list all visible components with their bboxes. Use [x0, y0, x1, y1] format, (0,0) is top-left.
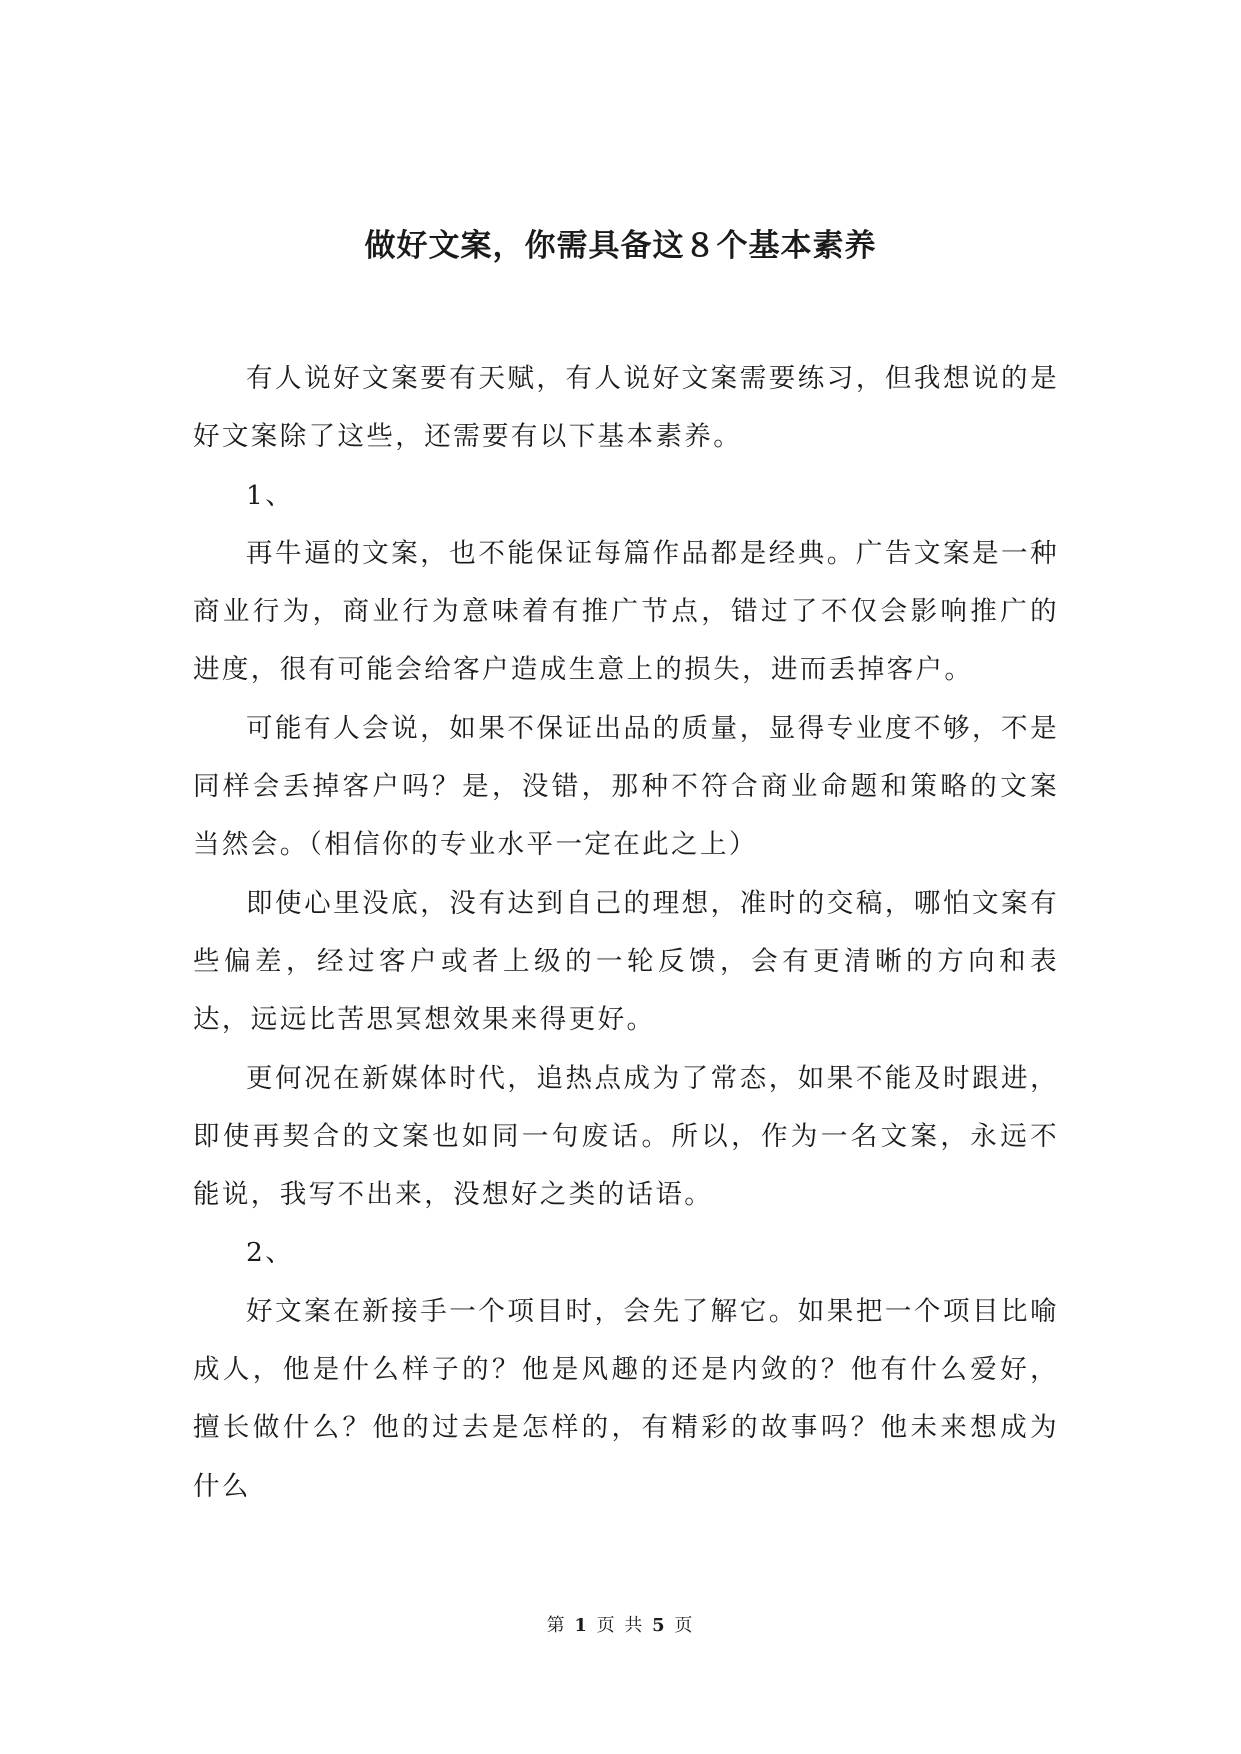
footer-middle: 页 共	[596, 1615, 645, 1636]
paragraph: 即使心里没底，没有达到自己的理想，准时的交稿，哪怕文案有些偏差，经过客户或者上级的一轮反馈，会有更清晰的方向和表达，远远比苦思冥想效果来得更好。	[193, 887, 1059, 1036]
paragraph: 好文案在新接手一个项目时，会先了解它。如果把一个项目比喻成人，他是什么样子的？他是风趣的还是内敛的？他有什么爱好，擅长做什么？他的过去是怎样的，有精彩的故事吗？他未来想成为什么	[193, 1295, 1059, 1502]
paragraph: 更何况在新媒体时代，追热点成为了常态，如果不能及时跟进，即使再契合的文案也如同一句废话。所以，作为一名文案，永远不能说，我写不出来，没想好之类的话语。	[193, 1062, 1059, 1211]
footer-prefix: 第	[546, 1615, 567, 1636]
section-number-2: 2、	[246, 1237, 295, 1269]
page-footer	[0, 1614, 1241, 1638]
paragraph: 可能有人会说，如果不保证出品的质量，显得专业度不够，不是同样会丢掉客户吗？是，没错，那种不符合商业命题和策略的文案当然会。（相信你的专业水平一定在此之上）	[193, 712, 1059, 861]
paragraph: 再牛逼的文案，也不能保证每篇作品都是经典。广告文案是一种商业行为，商业行为意味着有推广节点，错过了不仅会影响推广的进度，很有可能会给客户造成生意上的损失，进而丢掉客户。	[193, 537, 1059, 686]
total-page-number: 5	[652, 1615, 667, 1636]
document-body	[193, 350, 1059, 1516]
paragraph-intro: 有人说好文案要有天赋，有人说好文案需要练习，但我想说的是好文案除了这些，还需要有以下基本素养。	[193, 363, 1059, 453]
document-title: 做好文案，你需具备这８个基本素养	[364, 228, 877, 264]
section-number-1: 1、	[246, 479, 295, 511]
footer-suffix: 页	[674, 1615, 695, 1636]
current-page-number: 1	[574, 1615, 589, 1636]
